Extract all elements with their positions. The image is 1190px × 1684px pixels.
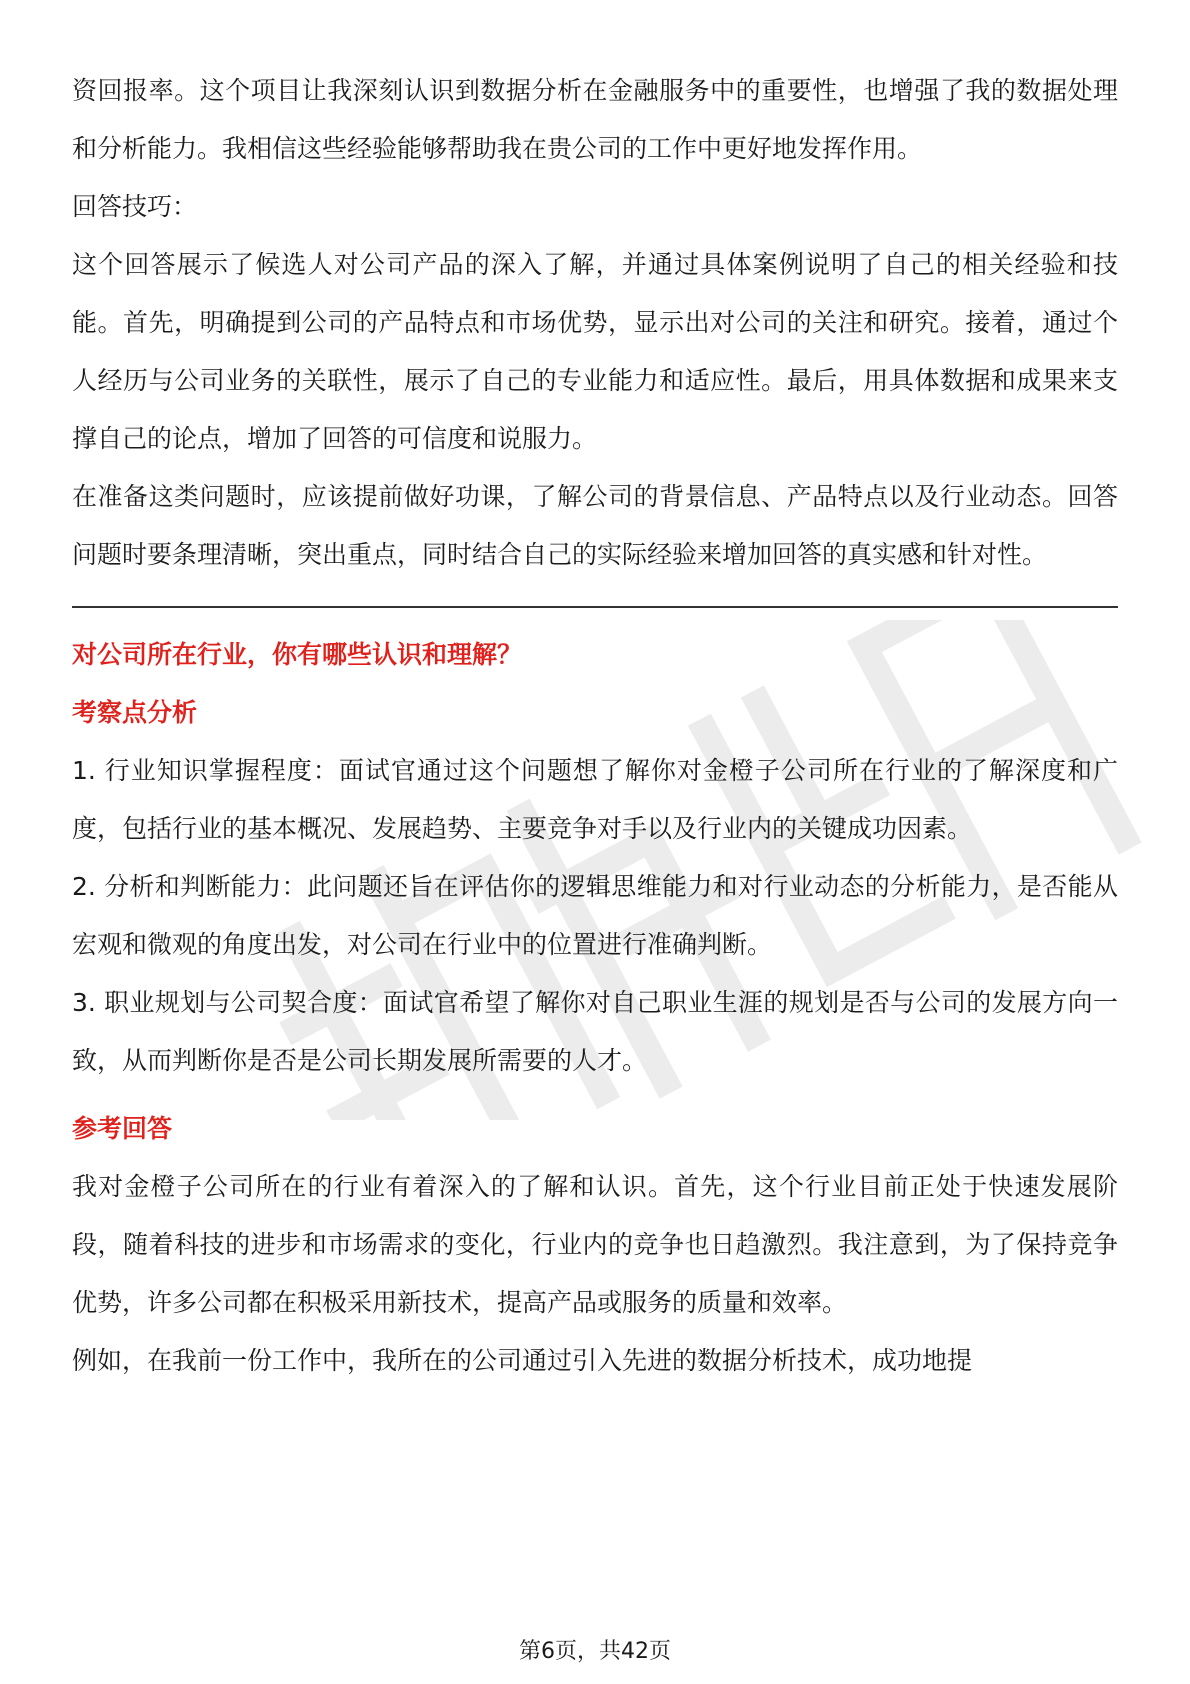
content-area [72, 62, 1118, 1390]
analysis-point: 3. 职业规划与公司契合度：面试官希望了解你对自己职业生涯的规划是否与公司的发展方向一致，从而判断你是否是公司长期发展所需要的人才。 [72, 988, 1118, 1075]
tips-paragraph: 在准备这类问题时，应该提前做好功课，了解公司的背景信息、产品特点以及行业动态。回答问题时要条理清晰，突出重点，同时结合自己的实际经验来增加回答的真实感和针对性。 [72, 482, 1118, 569]
page-number: 第6页，共42页 [519, 1639, 671, 1664]
answer-paragraph: 我对金橙子公司所在的行业有着深入的了解和认识。首先，这个行业目前正处于快速发展阶段，随着科技的进步和市场需求的变化，行业内的竞争也日趋激烈。我注意到，为了保持竞争优势，许多公司都在积极采用新技术，提高产品或服务的质量和效率。 [72, 1172, 1118, 1317]
tips-paragraph: 这个回答展示了候选人对公司产品的深入了解，并通过具体案例说明了自己的相关经验和技能。首先，明确提到公司的产品特点和市场优势，显示出对公司的关注和研究。接着，通过个人经历与公司业务的关联性，展示了自己的专业能力和适应性。最后，用具体数据和成果来支撑自己的论点，增加了回答的可信度和说服力。 [72, 250, 1118, 453]
tips-label: 回答技巧： [72, 192, 198, 221]
analysis-point: 2. 分析和判断能力：此问题还旨在评估你的逻辑思维能力和对行业动态的分析能力，是否能从宏观和微观的角度出发，对公司在行业中的位置进行准确判断。 [72, 872, 1118, 959]
intro-paragraph: 资回报率。这个项目让我深刻认识到数据分析在金融服务中的重要性，也增强了我的数据处理和分析能力。我相信这些经验能够帮助我在贵公司的工作中更好地发挥作用。 [72, 76, 1118, 163]
analysis-point: 1. 行业知识掌握程度：面试官通过这个问题想了解你对金橙子公司所在行业的了解深度和广度，包括行业的基本概况、发展趋势、主要竞争对手以及行业内的关键成功因素。 [72, 756, 1118, 843]
analysis-heading: 考察点分析 [72, 698, 198, 727]
answer-heading: 参考回答 [72, 1114, 173, 1143]
answer-paragraph: 例如，在我前一份工作中，我所在的公司通过引入先进的数据分析技术，成功地提 [72, 1346, 973, 1375]
section-divider [72, 606, 1118, 608]
question-heading: 对公司所在行业，你有哪些认识和理解？ [72, 640, 523, 669]
